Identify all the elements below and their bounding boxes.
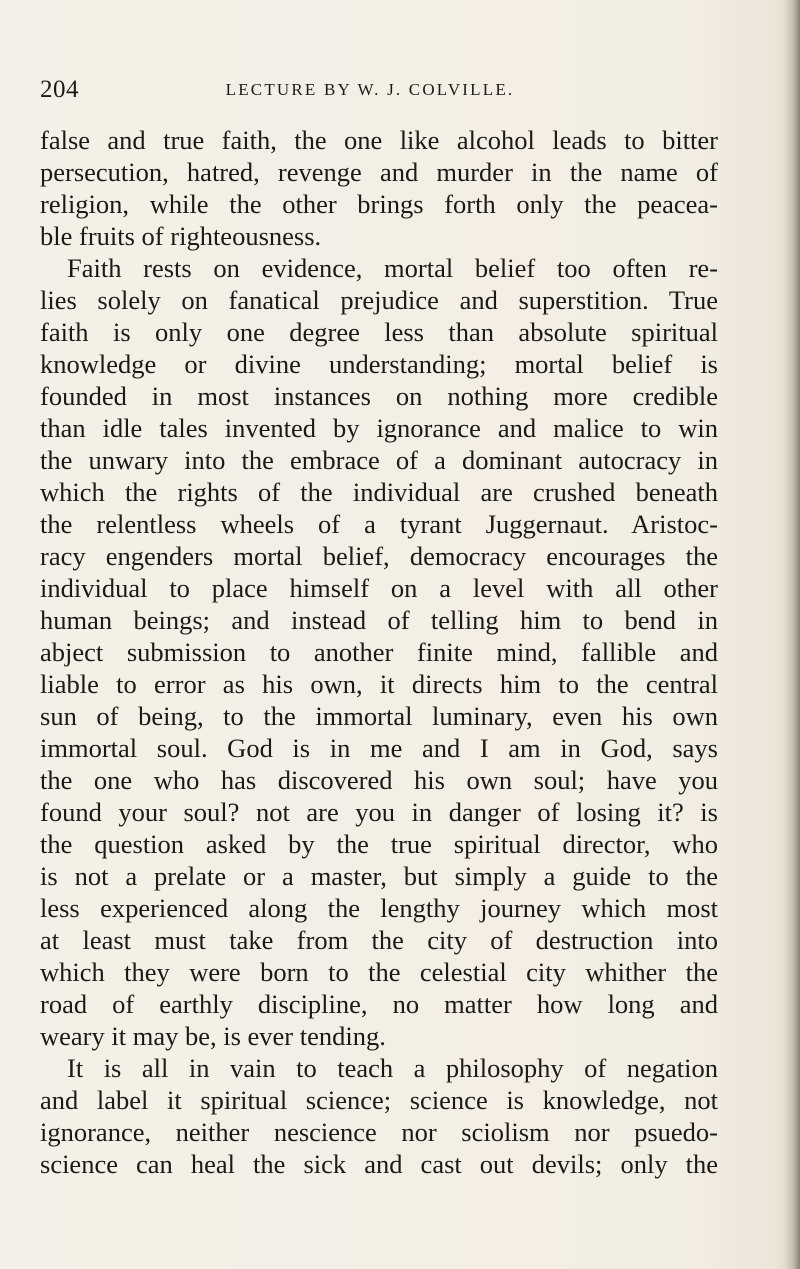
text-line: knowledge or divine understanding; mortal belief is — [40, 349, 718, 379]
text-line: founded in most instances on nothing more credible — [40, 381, 718, 411]
text-line: ignorance, neither nescience nor sciolism nor psuedo- — [40, 1117, 718, 1147]
text-line: found your soul? not are you in danger of losing it? is — [40, 797, 718, 827]
text-line: immortal soul. God is in me and I am in God, says — [40, 733, 718, 763]
text-line: lies solely on fanatical prejudice and superstition. True — [40, 285, 718, 315]
text-line: at least must take from the city of destruction into — [40, 925, 718, 955]
text-line: weary it may be, is ever tending. — [40, 1021, 386, 1051]
text-line: sun of being, to the immortal luminary, even his own — [40, 701, 718, 731]
text-line: human beings; and instead of telling him to bend in — [40, 605, 718, 635]
text-line: persecution, hatred, revenge and murder in the name of — [40, 157, 718, 187]
paragraph-start-line: Faith rests on evidence, mortal belief too often re- — [67, 253, 718, 283]
running-head — [40, 76, 700, 106]
text-line: ble fruits of righteousness. — [40, 221, 322, 251]
text-line: faith is only one degree less than absolute spiritual — [40, 317, 718, 347]
text-line: than idle tales invented by ignorance and malice to win — [40, 413, 718, 443]
text-line: religion, while the other brings forth only the peacea- — [40, 189, 718, 219]
text-line: and label it spiritual science; science is knowledge, not — [40, 1085, 718, 1115]
text-line: individual to place himself on a level with all other — [40, 573, 718, 603]
text-line: false and true faith, the one like alcohol leads to bitter — [40, 125, 718, 155]
text-line: is not a prelate or a master, but simply a guide to the — [40, 861, 718, 891]
page-edge-shadow — [784, 0, 800, 1269]
text-line: abject submission to another finite mind, fallible and — [40, 637, 718, 667]
paragraph-start-line: It is all in vain to teach a philosophy of negation — [67, 1053, 718, 1083]
text-line: the unwary into the embrace of a dominant autocracy in — [40, 445, 718, 475]
text-line: less experienced along the lengthy journey which most — [40, 893, 718, 923]
text-line: which they were born to the celestial city whither the — [40, 957, 718, 987]
text-line: road of earthly discipline, no matter how long and — [40, 989, 718, 1019]
running-title: LECTURE BY W. J. COLVILLE. — [225, 80, 515, 99]
text-line: the one who has discovered his own soul; have you — [40, 765, 718, 795]
text-line: science can heal the sick and cast out devils; only the — [40, 1149, 718, 1179]
body-text — [40, 124, 718, 1180]
text-line: the question asked by the true spiritual director, who — [40, 829, 718, 859]
text-line: racy engenders mortal belief, democracy encourages the — [40, 541, 718, 571]
page-number: 204 — [40, 76, 79, 103]
text-line: liable to error as his own, it directs him to the central — [40, 669, 718, 699]
text-line: the relentless wheels of a tyrant Juggernaut. Aristoc- — [40, 509, 718, 539]
text-line: which the rights of the individual are crushed beneath — [40, 477, 718, 507]
